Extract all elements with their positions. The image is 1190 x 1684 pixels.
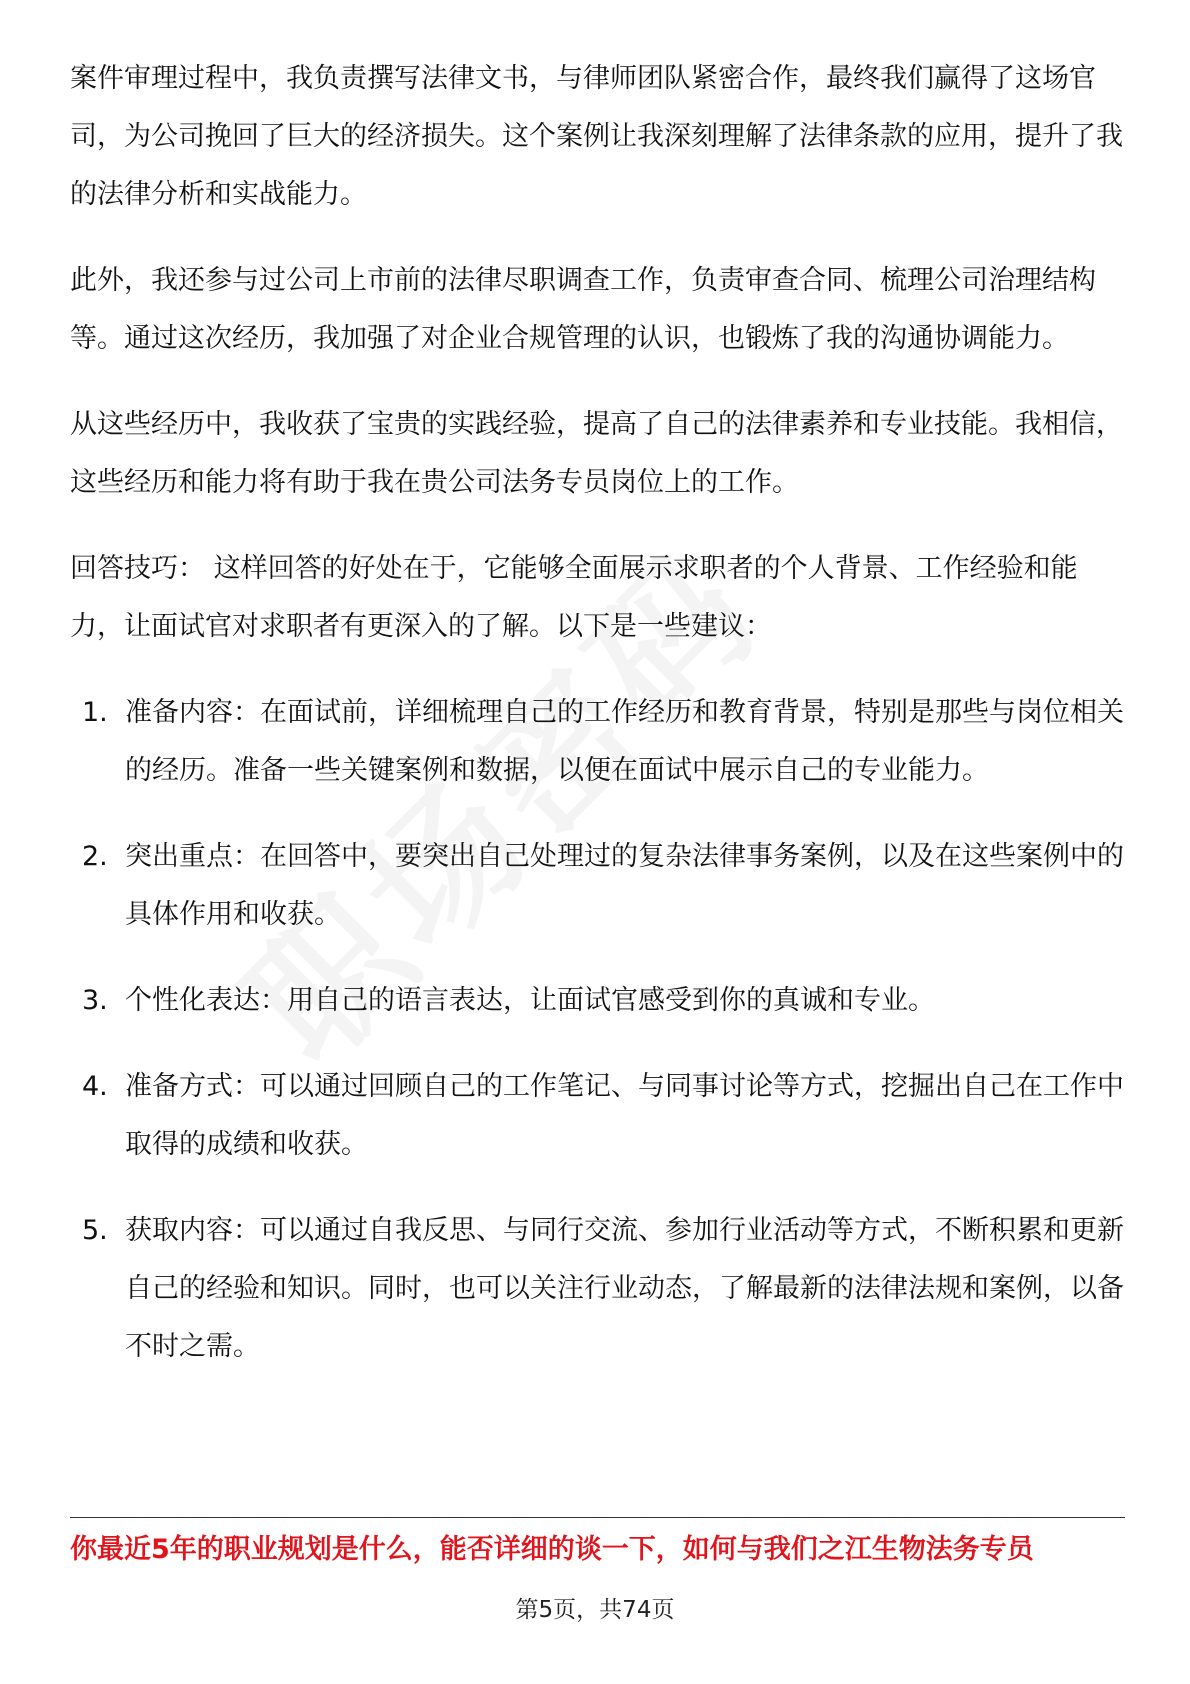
paragraph-due-diligence: 此外，我还参与过公司上市前的法律尽职调查工作，负责审查合同、梳理公司治理结构等。通过这次经历，我加强了对企业合规管理的认识，也锻炼了我的沟通协调能力。 (70, 265, 1096, 354)
list-item-text: 个性化表达：用自己的语言表达，让面试官感受到你的真诚和专业。 (125, 985, 935, 1016)
section-divider (70, 1517, 1125, 1518)
list-item (70, 684, 1130, 800)
next-question-heading: 你最近5年的职业规划是什么，能否详细的谈一下，如何与我们之江生物法务专员 (70, 1534, 1034, 1565)
list-item (70, 972, 1130, 1030)
page-number-footer: 第5页，共74页 (515, 1597, 675, 1623)
list-item-number: 2. (82, 841, 108, 872)
list-item-number: 3. (82, 985, 108, 1016)
document-body (70, 50, 1130, 1404)
list-item-number: 4. (82, 1071, 108, 1102)
paragraph-summary: 从这些经历中，我收获了宝贵的实践经验，提高了自己的法律素养和专业技能。我相信，这些经历和能力将有助于我在贵公司法务专员岗位上的工作。 (70, 409, 1123, 498)
list-item-number: 1. (82, 697, 108, 728)
list-item (70, 1202, 1130, 1376)
list-item (70, 828, 1130, 944)
paragraph-case-experience: 案件审理过程中，我负责撰写法律文书，与律师团队紧密合作，最终我们赢得了这场官司，为公司挽回了巨大的经济损失。这个案例让我深刻理解了法律条款的应用，提升了我的法律分析和实战能力。 (70, 63, 1123, 210)
list-item (70, 1058, 1130, 1174)
paragraph-answer-tips: 回答技巧： 这样回答的好处在于，它能够全面展示求职者的个人背景、工作经验和能力，让面试官对求职者有更深入的了解。以下是一些建议： (70, 553, 1078, 642)
list-item-text: 获取内容：可以通过自我反思、与同行交流、参加行业活动等方式，不断积累和更新自己的经验和知识。同时，也可以关注行业动态，了解最新的法律法规和案例，以备不时之需。 (125, 1215, 1124, 1362)
list-item-text: 准备方式：可以通过回顾自己的工作笔记、与同事讨论等方式，挖掘出自己在工作中取得的成绩和收获。 (125, 1071, 1124, 1160)
list-item-text: 准备内容：在面试前，详细梳理自己的工作经历和教育背景，特别是那些与岗位相关的经历。准备一些关键案例和数据，以便在面试中展示自己的专业能力。 (125, 697, 1124, 786)
list-item-text: 突出重点：在回答中，要突出自己处理过的复杂法律事务案例，以及在这些案例中的具体作用和收获。 (125, 841, 1124, 930)
list-item-number: 5. (82, 1215, 108, 1246)
tips-list (70, 684, 1130, 1376)
